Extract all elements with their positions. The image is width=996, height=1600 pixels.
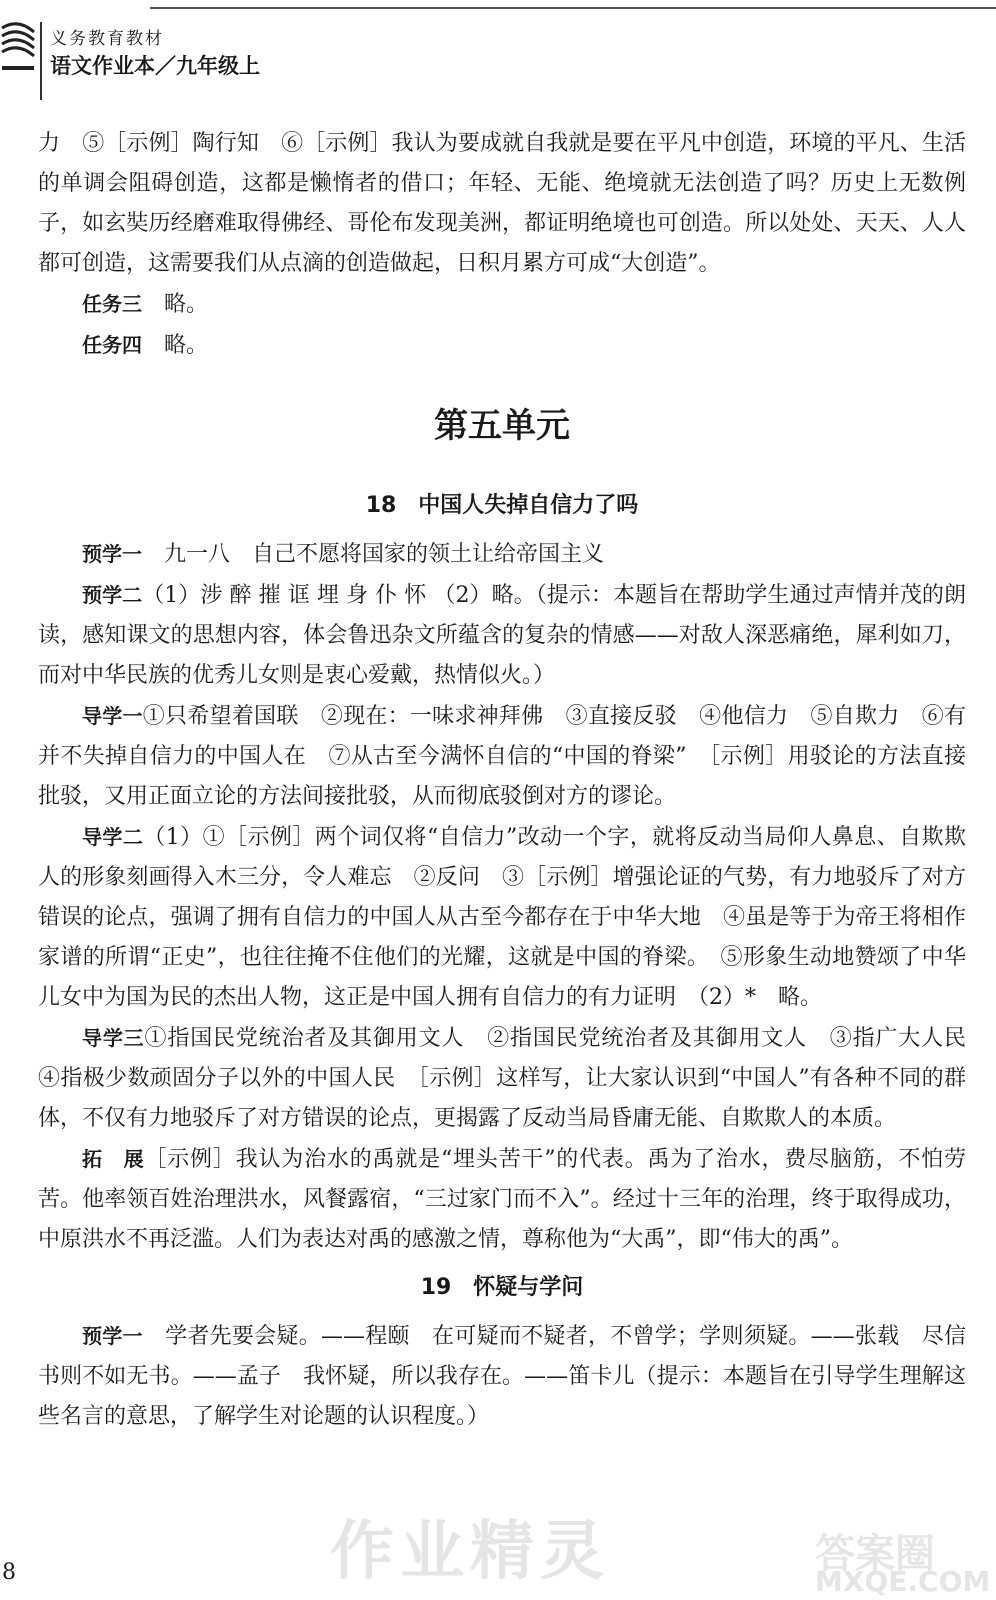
item-text: 九一八 自己不愿将国家的领土让给帝国主义	[142, 542, 605, 567]
item-text: 略。	[142, 333, 209, 358]
task-four	[38, 325, 966, 366]
item-text: 略。	[142, 292, 209, 317]
lesson-18-item	[38, 534, 966, 575]
item-label: 预学一	[82, 1324, 143, 1348]
lesson-18-item	[38, 1018, 989, 1139]
item-label: 导学二	[82, 825, 144, 849]
lesson-18-item	[38, 817, 966, 1018]
series-label: 义务教育教材	[50, 29, 164, 49]
item-label: 预学一	[82, 542, 142, 566]
watermark-text: 作业精灵	[330, 1515, 610, 1589]
page-header	[0, 0, 996, 104]
item-label: 拓 展	[82, 1147, 145, 1171]
unit-title: 第五单元	[434, 406, 570, 446]
page-number: 8	[2, 1560, 16, 1585]
continued-paragraph: 力 ⑤［示例］陶行知 ⑥［示例］我认为要成就自我就是要在平凡中创造，环境的平凡、生活的单调会阻碍创造，这都是懒惰者的借口；年轻、无能、绝境就无法创造了吗？历史上无数例子，如玄奘历经磨难取得佛经、哥伦布发现美洲，都证明绝境也可创造。所以处处、天天、人人都可创造，这需要我们从点滴的创造做起，日积月累方可成“大创造”。	[38, 131, 966, 276]
lesson-18-item	[38, 1139, 966, 1260]
item-label: 导学三	[82, 1026, 145, 1050]
header-rule	[150, 7, 996, 9]
item-text: ①只希望着国联 ②现在：一味求神拜佛 ③直接反驳 ④他信力 ⑤自欺力 ⑥有并不失掉自信力的中国人在 ⑦从古至今满怀自信的“中国的脊梁” ［示例］用驳论的方法直接批驳，又用正面立论的方法间接批驳，从而彻底驳倒对方的谬论。	[38, 704, 967, 809]
item-text: （1）涉 醉 摧 诓 埋 身 仆 怀 （2）略。（提示：本题旨在帮助学生通过声情并茂的朗读，感知课文的思想内容，体会鲁迅杂文所蕴含的复杂的情感——对敌人深恶痛绝，犀利如刀，而对中华民族的优秀儿女则是衷心爱戴，热情似火。）	[38, 583, 966, 688]
book-title: 语文作业本／九年级上	[50, 54, 260, 78]
item-text: ［示例］我认为治水的禹就是“埋头苦干”的代表。禹为了治水，费尽脑筋，不怕劳苦。他率领百姓治理洪水，风餐露宿，“三过家门而不入”。经过十三年的治理，终于取得成功，中原洪水不再泛滥。人们为表达对禹的感激之情，尊称他为“大禹”，即“伟大的禹”。	[38, 1147, 967, 1252]
lesson-18-item	[38, 575, 966, 696]
lesson-18-item	[38, 696, 966, 817]
lesson-19-title: 19 怀疑与学问	[420, 1275, 584, 1300]
header-divider	[40, 22, 42, 100]
publisher-logo-icon	[0, 18, 36, 80]
item-text: 学者先要会疑。——程颐 在可疑而不疑者，不曾学；学则须疑。——张载 尽信书则不如无书。——孟子 我怀疑，所以我存在。——笛卡儿（提示：本题旨在引导学生理解这些名言的意思，了解学生对论题的认识程度。）	[38, 1324, 966, 1429]
lesson-19-item	[38, 1316, 966, 1437]
item-label: 预学二	[82, 583, 143, 607]
item-label: 任务四	[82, 333, 142, 357]
lesson-18-title: 18 中国人失掉自信力了吗	[365, 493, 639, 518]
item-text: （1）①［示例］两个词仅将“自信力”改动一个字，就将反动当局仰人鼻息、自欺欺人的形象刻画得入木三分，令人难忘 ②反问 ③［示例］增强论证的气势，有力地驳斥了对方错误的论点，强调了拥有自信力的中国人从古至今都存在于中华大地 ④虽是等于为帝王将相作家谱的所谓“正史”，也往往掩不住他们的光耀，这就是中国的脊梁。 ⑤形象生动地赞颂了中华儿女中为国为民的杰出人物，这正是中国人拥有自信力的有力证明 （2）* 略。	[38, 825, 966, 1010]
page-content	[38, 124, 989, 1437]
item-text: ①指国民党统治者及其御用文人 ②指国民党统治者及其御用文人 ③指广大人民 ④指极少数顽固分子以外的中国人民 ［示例］这样写，让大家认识到“中国人”有各种不同的群体，不仅有力地驳斥了对方错误的论点，更揭露了反动当局昏庸无能、自欺欺人的本质。	[38, 1026, 989, 1131]
watermark-text: 答案圈	[815, 1531, 935, 1577]
task-three	[38, 284, 966, 325]
item-label: 导学一	[82, 704, 143, 728]
item-label: 任务三	[82, 292, 142, 316]
watermark-url: MXQE.COM	[815, 1565, 991, 1598]
